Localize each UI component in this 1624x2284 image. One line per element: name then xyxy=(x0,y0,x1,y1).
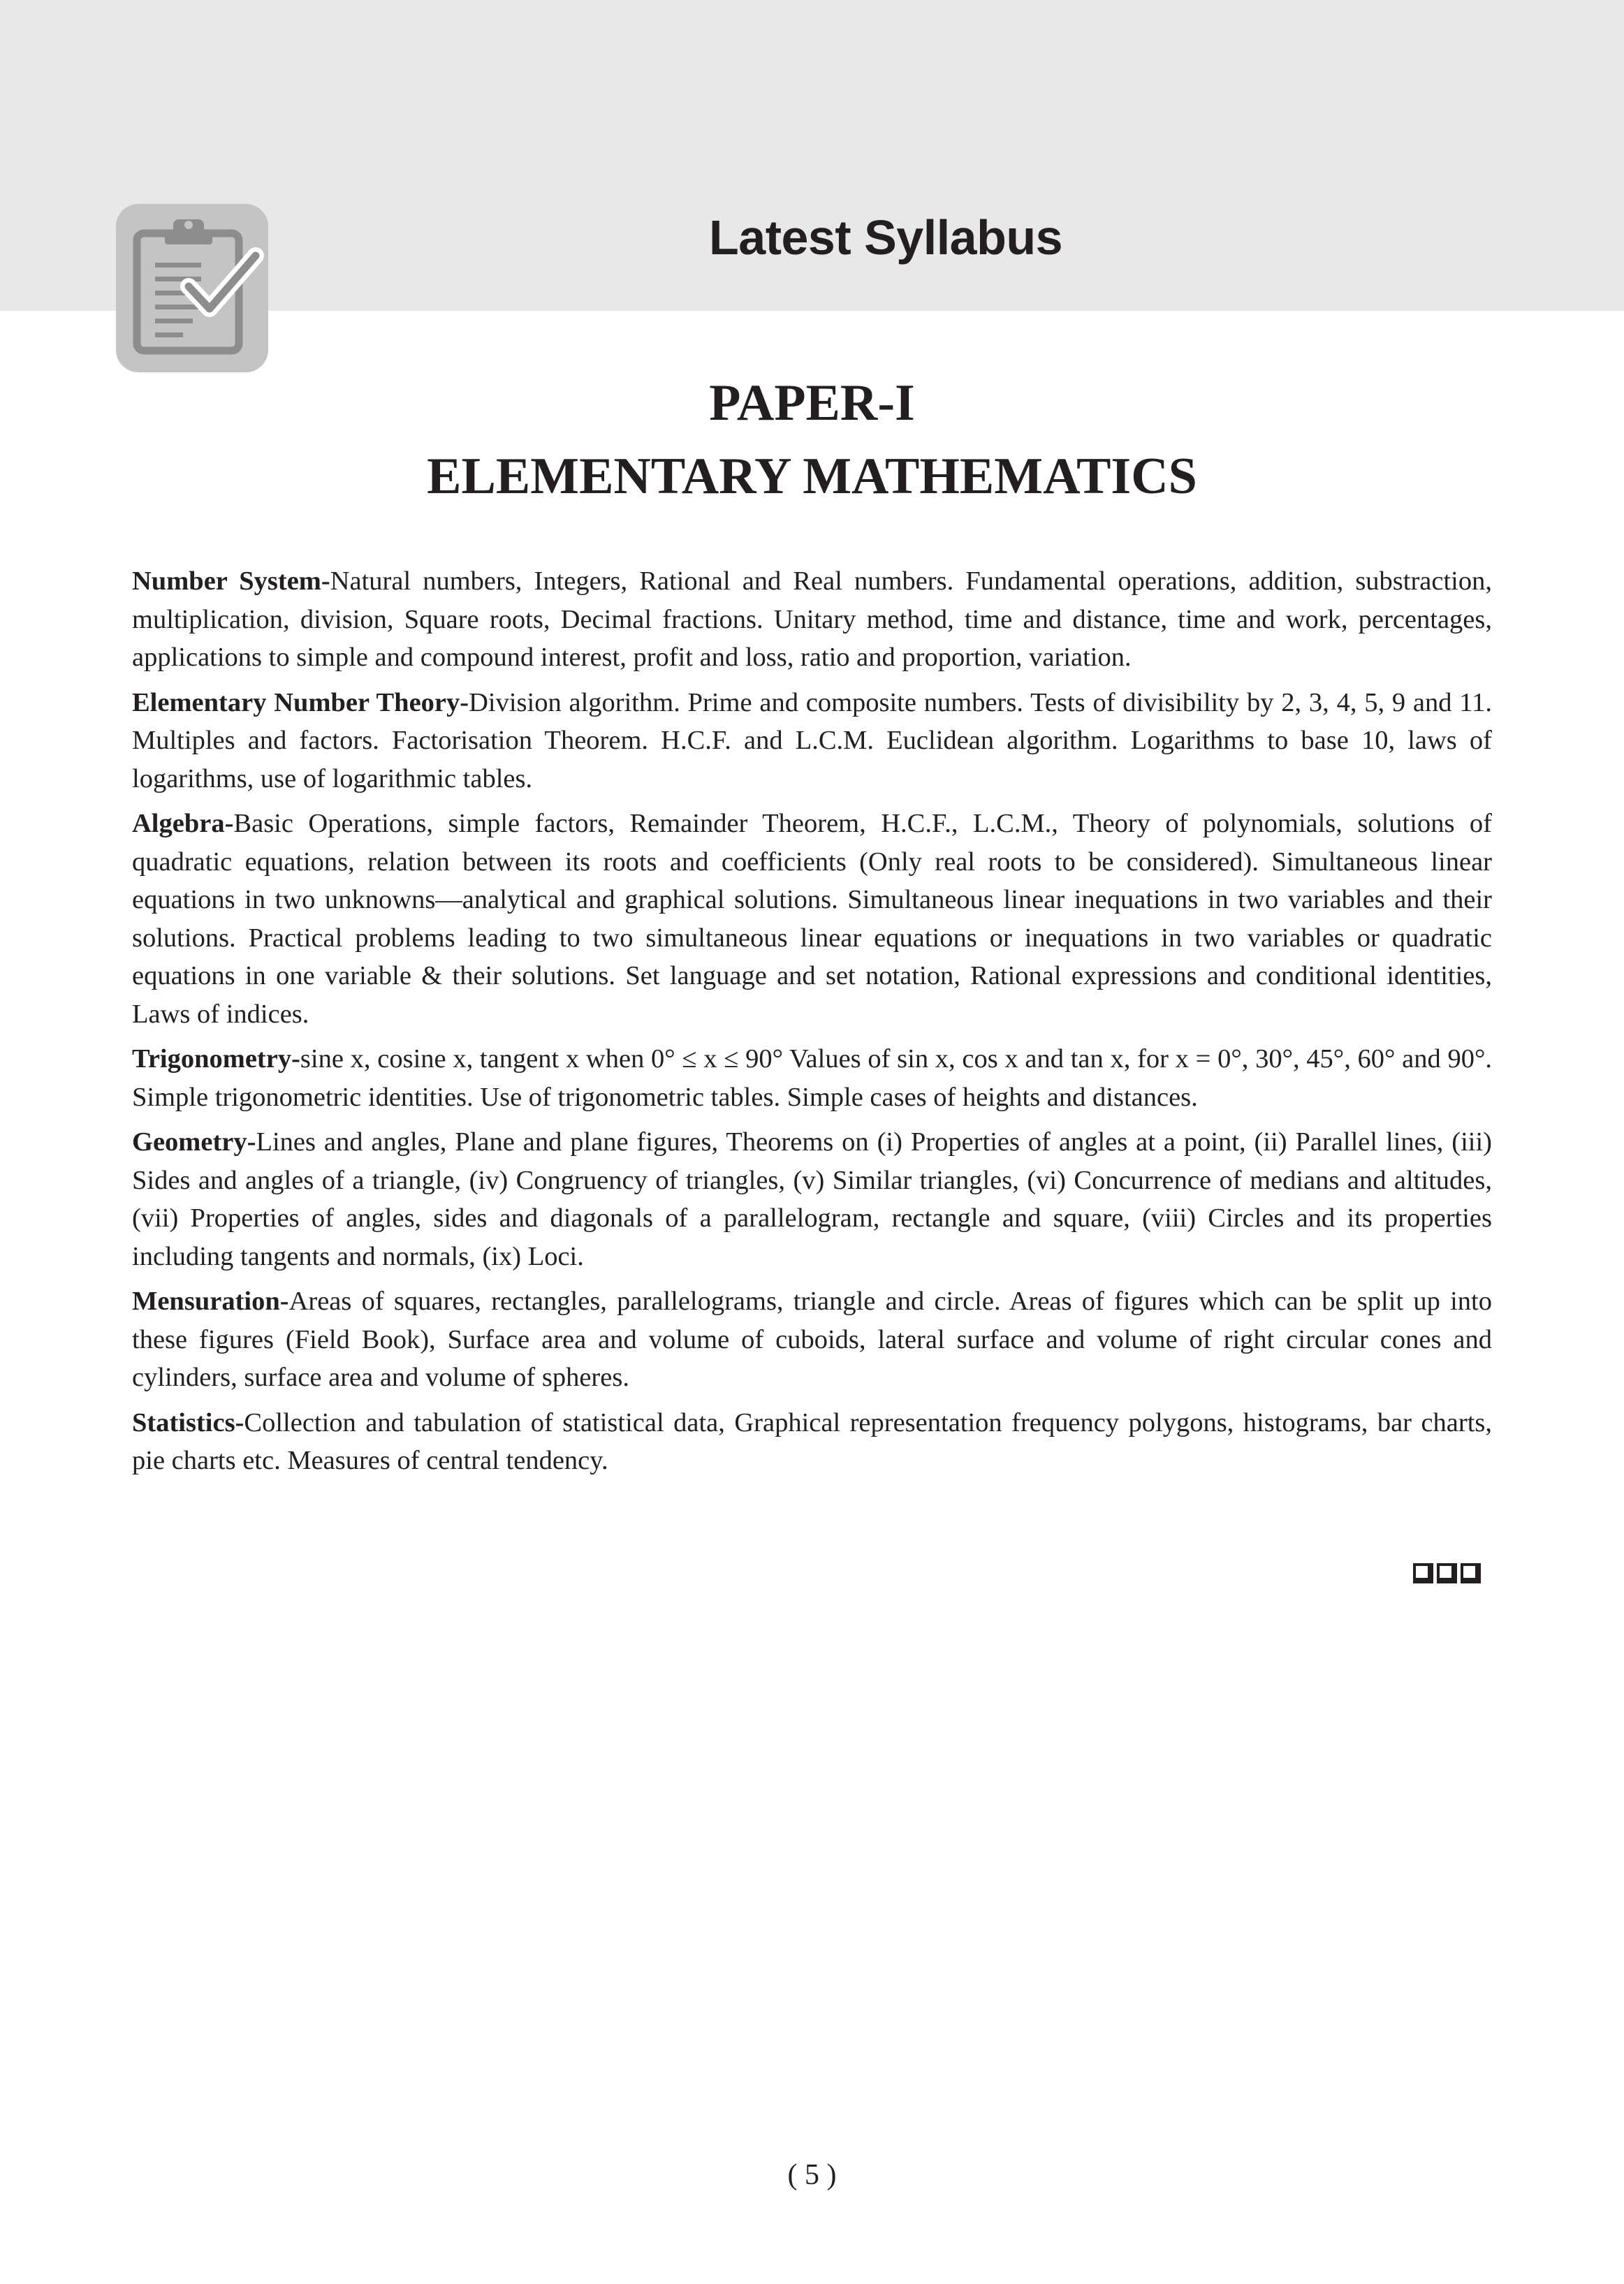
section-title: Latest Syllabus xyxy=(709,210,1063,265)
syllabus-topic-trigonometry xyxy=(132,1040,1492,1116)
clipboard-checklist-icon xyxy=(116,204,268,372)
topic-body: Collection and tabulation of statistical data, Graphical representation frequency polygons, histograms, bar charts, pie charts etc. Measures of central tendency. xyxy=(132,1407,1492,1475)
topic-body: Areas of squares, rectangles, parallelograms, triangle and circle. Areas of figures which can be split up into these figures (Field Book), Surface area and volume of cuboids, lateral surface and volume of right circular cones and cylinders, surface area and volume of spheres. xyxy=(132,1287,1492,1392)
syllabus-topic-number-system xyxy=(132,562,1492,677)
topic-body: Basic Operations, simple factors, Remainder Theorem, H.C.F., L.C.M., Theory of polynomials, solutions of quadratic equations, relation between its roots and coefficients (Only real roots to be considered). Simultaneous linear equations in two unknowns—analytical and graphical solutions. Simultaneous linear inequations in two variables and their solutions. Practical problems leading to two simultaneous linear equations or inequations in two variables or quadratic equations in one variable & their solutions. Set language and set notation, Rational expressions and conditional identities, Laws of indices. xyxy=(132,809,1492,1029)
topic-heading: Trigonometry- xyxy=(132,1044,300,1074)
syllabus-topic-mensuration xyxy=(132,1282,1492,1397)
syllabus-topic-geometry xyxy=(132,1123,1492,1275)
syllabus-topic-statistics xyxy=(132,1404,1492,1480)
syllabus-content xyxy=(132,562,1492,1487)
topic-heading: Mensuration- xyxy=(132,1287,289,1316)
topic-heading: Geometry- xyxy=(132,1127,256,1157)
paper-number-heading: PAPER-I xyxy=(709,374,915,432)
end-of-section-marker xyxy=(1413,1563,1481,1583)
topic-body: sine x, cosine x, tangent x when 0° ≤ x ≤ 90° Values of sin x, cos x and tan x, for x = 0°, 30°, 45°, 60° and 90°. Simple trigonometric identities. Use of trigonometric tables. Simple cases of heights and distances. xyxy=(132,1044,1492,1112)
topic-heading: Elementary Number Theory- xyxy=(132,687,469,717)
end-marker-square-icon xyxy=(1437,1563,1457,1583)
topic-heading: Number System- xyxy=(132,566,330,596)
topic-heading: Statistics- xyxy=(132,1407,244,1437)
end-marker-square-icon xyxy=(1461,1563,1481,1583)
topic-body: Natural numbers, Integers, Rational and Real numbers. Fundamental operations, addition, substraction, multiplication, division, Square roots, Decimal fractions. Unitary method, time and distance, time and work, percentages, applications to simple and compound interest, profit and loss, ratio and proportion, variation. xyxy=(132,566,1492,672)
syllabus-topic-algebra xyxy=(132,805,1492,1033)
end-marker-square-icon xyxy=(1413,1563,1433,1583)
page-number: ( 5 ) xyxy=(787,2159,837,2191)
paper-subject-heading: ELEMENTARY MATHEMATICS xyxy=(427,448,1197,505)
topic-body: Division algorithm. Prime and composite numbers. Tests of divisibility by 2, 3, 4, 5, 9 and 11. Multiples and factors. Factorisation Theorem. H.C.F. and L.C.M. Euclidean algorithm. Logarithms to base 10, laws of logarithms, use of logarithmic tables. xyxy=(132,687,1492,793)
syllabus-topic-number-theory xyxy=(132,684,1492,798)
topic-heading: Algebra- xyxy=(132,809,234,838)
topic-body: Lines and angles, Plane and plane figures, Theorems on (i) Properties of angles at a point, (ii) Parallel lines, (iii) Sides and angles of a triangle, (iv) Congruency of triangles, (v) Similar triangles, (vi) Concurrence of medians and altitudes, (vii) Properties of angles, sides and diagonals of a parallelogram, rectangle and square, (viii) Circles and its properties including tangents and normals, (ix) Loci. xyxy=(132,1127,1492,1271)
